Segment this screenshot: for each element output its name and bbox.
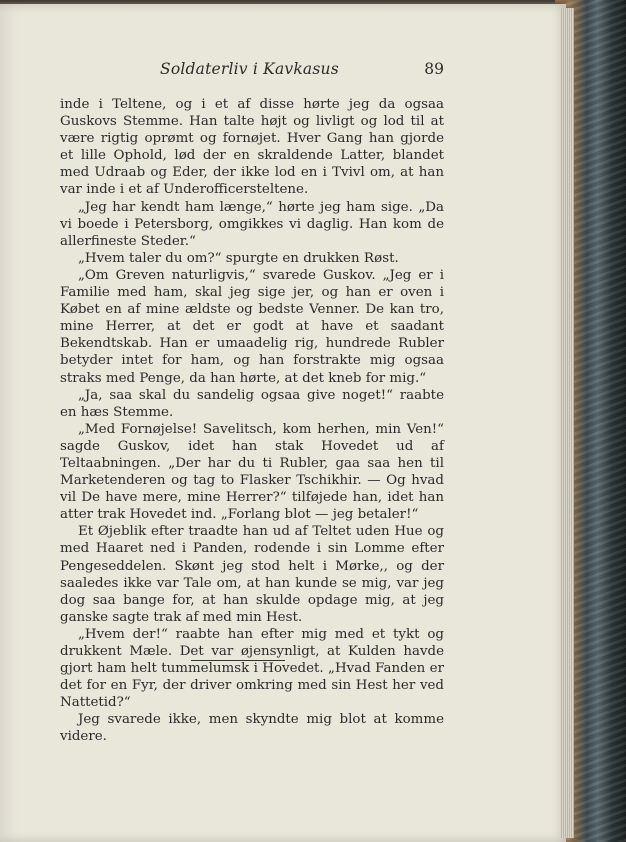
chapter-end-rule: [191, 660, 285, 661]
page-header: [60, 60, 444, 84]
page-number: 89: [424, 60, 444, 78]
paragraph: „Ja, saa skal du sandelig ogsaa give noget!“ raabte en hæs Stemme.: [60, 387, 444, 420]
paragraph: „Hvem taler du om?“ spurgte en drukken Røst.: [78, 250, 399, 266]
paragraph: Jeg svarede ikke, men skyndte mig blot at komme videre.: [60, 712, 444, 745]
paragraph: „Jeg har kendt ham længe,“ hørte jeg ham sige. „Da vi boede i Petersborg, omgikkes vi daglig. Han kom de allerfineste Steder.“: [60, 199, 444, 249]
page-block-edge: [560, 8, 574, 838]
paragraph: „Hvem der!“ raabte han efter mig med et tykt og drukkent Mæle. Det var øjensynligt, at Kulden havde gjort ham helt tummelumsk i Hovedet. „Hvad Fanden er det for en Fyr, der driver omkring med sin Hest her ved Nattetid?“: [60, 626, 444, 711]
running-head: Soldaterliv i Kavkasus: [160, 60, 339, 78]
paragraph: „Med Fornøjelse! Savelitsch, kom herhen, min Ven!“ sagde Guskov, idet han stak Hovedet ud af Teltaabningen. „Der har du ti Rubler, gaa saa hen til Marketenderen og tag to Flasker Tschikhir. — Og hvad vil De have mere, mine Herrer?“ tilføjede han, idet han atter trak Hovedet ind. „Forlang blot — jeg betaler!“: [60, 421, 444, 523]
paragraph: inde i Teltene, og i et af disse hørte jeg da ogsaa Guskovs Stemme. Han talte højt og livligt og lod til at være rigtig oprømt og fornøjet. Hver Gang han gjorde et lille Ophold, lød der en skraldende Latter, blandet med Udraab og Eder, der ikke lod en i Tvivl om, at han var inde i et af Underofficersteltene.: [60, 97, 444, 198]
paragraph: Et Øjeblik efter traadte han ud af Teltet uden Hue og med Haaret ned i Panden, rodende i sin Lomme efter Pengeseddelen. Skønt jeg stod helt i Mørke,, og der saaledes ikke var Tale om, at han kunde se mig, var jeg dog saa bange for, at han skulde opdage mig, at jeg ganske sagte trak af med min Hest.: [60, 524, 444, 625]
paragraph: „Om Greven naturligvis,“ svarede Guskov. „Jeg er i Familie med ham, skal jeg sige jer, og han er oven i Købet en af mine ældste og bedste Venner. De kan tro, mine Herrer, at det er godt at have et saadant Bekendtskab. Han er umaadelig rig, hundrede Rubler betyder intet for ham, og han forstrakte mig ogsaa straks med Penge, da han hørte, at det kneb for mig.“: [60, 267, 444, 386]
body-text: [60, 96, 444, 746]
